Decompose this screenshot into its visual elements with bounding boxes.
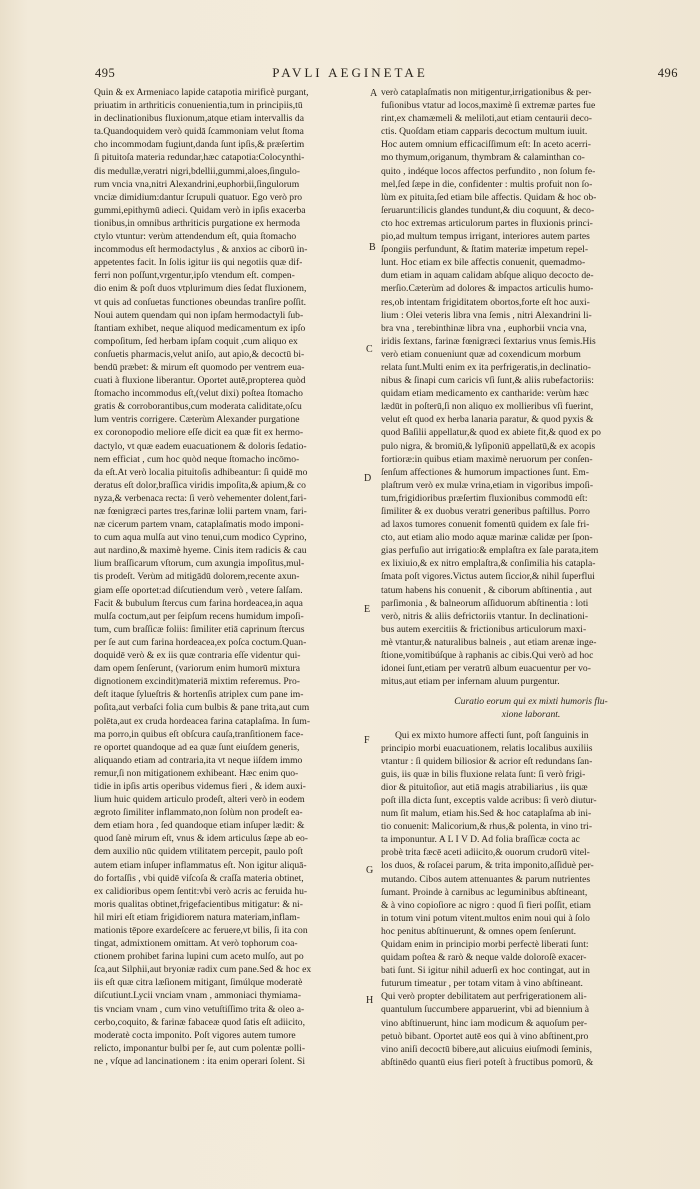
text-line: gias perfuſio aut irrigatio:& emplaſtra ex ſale parata,item — [381, 545, 599, 557]
text-line: quod Baſilii appellatur,& quod ex abiete fit,& quod ex po — [381, 427, 601, 439]
margin-letter: G — [366, 865, 374, 876]
text-line: moris qualitas obtinet,frigefacientibus mitigatur: & ni- — [94, 898, 303, 910]
text-line: gratis & corroborantibus,cum moderata caliditate,oſcu — [94, 401, 302, 413]
text-line: lædūt in poſterū,ſi non aliquo ex mollieribus vſi fuerint, — [381, 401, 594, 413]
text-line: rum vncia vna,nitri Alexandrini,euphorbii,ſingulorum — [94, 178, 300, 190]
text-line: ſpongiis perfundunt, & ſtatim materiæ impetum repel- — [381, 244, 589, 256]
text-line: dignotionem excindit)materiā mixtim referemus. Pro- — [94, 676, 300, 688]
text-line: ctylo vtuntur: verùm attendendum eſt, quia ſtomacho — [94, 231, 297, 243]
text-line: quidam poſtea & rarò & neque valde doloroſè exacer- — [381, 952, 587, 964]
text-line: næ cicerum partem vnam, cataplaſmatis modo imponi- — [94, 519, 304, 531]
text-line: Qui verò propter debilitatem aut perfrigerationem ali- — [381, 991, 587, 1003]
text-line: dam opem ſenſerunt, (variorum enim humorū mixtura — [94, 663, 300, 675]
text-line: mel,ſed ſæpe in die, confidenter : multis profuit non ſo- — [381, 178, 593, 190]
text-line: polēta,aut ex cruda hordeacea farina cataplaſma. In ſum- — [94, 715, 311, 727]
text-line: iridis ſextans, farinæ fœnigræci ſextarius vnus ſemis.His — [381, 335, 596, 347]
text-line: ex coronopodio meliore eſſe dicit ea quæ fit ex hermo- — [94, 427, 304, 439]
text-line: idonei ſunt,etiam per veratrū album euacuentur per vo- — [381, 663, 591, 675]
text-line: incommodus eſt hermodactylus , & anxios ac ciborū in- — [94, 244, 308, 256]
text-line: dum etiam in aquam calidam abſque aliquo decocto de- — [381, 270, 594, 282]
text-line: probè trita fæcē aceti adiicito,& ouorum crudorū vitel- — [381, 847, 590, 859]
text-line: futurum timeatur , per totam vitam à vino abſtineant. — [381, 978, 583, 990]
text-line: pulo nigra, & bromiū,& lyſiponiū appellatū,& ex acopis — [381, 440, 596, 452]
text-line: dior & pituitoſior, aut etiā magis atrabiliarius , iis quæ — [381, 781, 588, 793]
text-line: los duos, & roſacei parum, & trita imponito,aſſiduè per- — [381, 860, 594, 872]
text-line: lunt. Hoc etiam ex bile affectis conuenit, quemadmo- — [381, 257, 586, 269]
left-page-number: 495 — [95, 66, 116, 80]
text-line: relicto, imponantur bulbi per ſe, aut cum polentæ polli- — [94, 1042, 306, 1054]
text-line: ſimiliter & ex duobus veratri generibus paſtillus. Porro — [381, 506, 590, 517]
text-line: hoc penitus abſtinuerunt, & omnes opem ſenſerunt. — [381, 925, 577, 937]
text-line: Quidam enim in principio morbi perfectè liberati ſunt: — [381, 939, 589, 950]
text-line: ſtione,vomitibúſque à raphanis ac cibis.Qui verò ad hoc — [381, 650, 594, 662]
text-line: Facit & bubulum ſtercus cum farina hordeacea,in aqua — [94, 597, 303, 609]
text-line: giam eſſe oportet:ad diſcutiendum verò , vetere ſalſam. — [94, 584, 303, 596]
text-line: dis medullæ,veratri nigri,bdellii,gummi,aloes,ſingulo- — [94, 165, 300, 177]
text-line: mè vtantur,& naturalibus balneis , aut etiam arenæ inge- — [381, 636, 597, 648]
text-line: vtantur : ſi quidem biliosior & acrior eſt redundans ſan- — [381, 755, 593, 767]
text-line: autem etiam inſuper inflammatus eſt. Non igitur aliquā- — [94, 859, 307, 871]
text-line: rint,ex chamæmeli & meliloti,aut etiam centaurii deco- — [381, 113, 592, 125]
text-line: res,ob intentam frigiditatem obortos,forte eſt hoc auxi- — [381, 296, 590, 308]
text-line: verò cataplaſmatis non mitigentur,irrigationibus & per- — [381, 87, 592, 98]
margin-letter: E — [364, 604, 371, 615]
running-title: PAVLI AEGINETAE — [272, 65, 428, 80]
text-line: dem auxilio nūc quidem vtilitatem percepit, paulo poſt — [94, 846, 303, 858]
text-line: deſt itaque ſylueſtris & hortenſis atriplex cum pane im- — [94, 689, 304, 701]
section-heading: Curatio eorum qui ex mixti humoris flu- — [454, 696, 608, 708]
text-line: ex calidioribus opem ſentit:vbi verò acris ac feruida hu- — [94, 885, 308, 897]
text-line: tis vnciam vnam , cum vino vetuſtiſſimo trita & oleo a- — [94, 1003, 305, 1015]
text-line: dem etiam hora , ſed quandoque etiam inſuper lædit: & — [94, 820, 305, 832]
text-line: num ſit malum, etiam his.Sed & hoc cataplaſma ab ini- — [381, 808, 592, 820]
text-line: moderatè cocta imponito. Poſt vigores autem tumore — [94, 1029, 296, 1041]
text-line: nem efficiat , cum hoc quòd neque ſtomacho incōmo- — [94, 453, 300, 465]
text-line: ctionem prohibet farina lupini cum aceto mulſo, aut po — [94, 951, 304, 963]
text-line: ferri non poſſunt,vrgentur,ipſo vtendum eſt. compen- — [94, 270, 295, 282]
text-line: vino aniſi decoctū bibere,aut alicuius eiuſmodi ſeminis, — [381, 1043, 593, 1055]
text-line: dactylo, vt quæ eadem euacuationem & doloris ſedatio- — [94, 440, 307, 452]
text-line: quantulum ſuccumbere apparuerint, vbi ad biennium à — [381, 1004, 590, 1016]
text-line: mitus,aut etiam per infernam aluum purgentur. — [381, 676, 560, 688]
text-line: ne , vſque ad lancinationem : ita enim operari ſolent. Si — [94, 1055, 306, 1067]
text-line: ad laxos tumores conuenit fomentū quidem ex ſale fri- — [381, 519, 590, 531]
text-line: ſenſum affectiones & humorum impactiones ſunt. Em- — [381, 466, 589, 478]
text-line: diſcutiunt.Lycii vnciam vnam , ammoniaci thymiama- — [94, 990, 302, 1002]
text-line: pio,ad multum tempus irrigant, interiores autem partes — [381, 231, 590, 243]
text-line: lum ventris corrigere. Cæterùm Alexander purgatione — [94, 414, 300, 426]
text-line: abſtinēdo quantū eius fieri poteſt à fructibus pomorū, & — [381, 1056, 594, 1068]
text-line: Hoc autem omnium efficaciſſimum eſt: In aceto acerri- — [381, 139, 591, 151]
text-line: principio morbi euacuationem, relatis localibus auxiliis — [381, 742, 593, 754]
text-line: lùm ex pituita,ſed etiam bile affectis. Quidam & hoc ob- — [381, 191, 597, 203]
text-line: plaſtrum verò ex mulæ vrina,etiam in vigoribus impoſi- — [381, 479, 594, 491]
text-line: ſca,aut Silphii,aut bryoniæ radix cum pane.Sed & hoc ex — [94, 964, 312, 976]
text-line: parſimonia , & balneorum aſſiduorum abſtinentia : loti — [381, 597, 589, 609]
text-line: nibus & ſinapi cum caricis vſi ſunt,& aliis rubefactoriis: — [381, 375, 594, 387]
page-header — [0, 66, 700, 88]
text-line: quod ſanè mirum eſt, vnus & idem articulus ſæpe ab eo- — [94, 833, 308, 845]
text-line: tingat, admixtionem omittam. At verò tophorum coa- — [94, 938, 298, 950]
text-line: conſuetis pharmacis,velut aniſo, aut apio,& decoctū bi- — [94, 348, 305, 360]
text-line: ſtomacho incommodus eſt,(velut dixi) poſtea ſtomacho — [94, 388, 303, 400]
text-line: næ fœnigræci partes tres,farinæ lolii partem vnam, fari- — [94, 506, 307, 517]
text-line: aliquando etiam ad contraria,ita vt neque iiſdem immo — [94, 754, 303, 766]
text-line: mationis tēpore exardeſcere ac feruere,vt bilis, ſi ita con — [94, 925, 308, 936]
text-line: ſumant. Proinde à carnibus ac leguminibus abſtineant, — [381, 886, 588, 898]
text-line: poſita,aut verbaſci folia cum bulbis & pane trita,aut cum — [94, 702, 310, 714]
text-line: petuò bibant. Oportet autē eos qui à vino abſtinent,pro — [381, 1030, 589, 1042]
text-line: tum, cum braſſicæ foliis: ſimiliter etiā caprinum ſtercus — [94, 623, 305, 635]
text-line: tio conuenit: Malicorium,& rhus,& polenta, in vino tri- — [381, 821, 593, 833]
text-line: fuſionibus vtatur ad locos,maximè ſi extremæ partes fue — [381, 100, 596, 112]
right-page-number: 496 — [657, 66, 678, 80]
text-line: dio enim & poſt duos vtplurimum dies ſedat fluxionem, — [94, 283, 307, 295]
margin-letter: A — [370, 88, 378, 99]
text-line: ta.Quandoquidem verò quidā ſcammoniam velut ſtoma — [94, 126, 304, 138]
margin-letter: C — [366, 344, 373, 355]
text-line: guis, iis quæ in bilis fluxione relata ſunt: ſi verò frigi- — [381, 768, 586, 780]
text-line: merſio.Cæterùm ad dolores & impactos articulis humo- — [381, 283, 594, 295]
text-line: ma porro,in quibus eſt obſcura cauſa,tranſitionem face- — [94, 728, 304, 740]
text-line: relata ſunt.Multi enim ex ita perfrigeratis,in declinatio- — [381, 361, 591, 373]
text-line: to cum aqua mulſa aut vino tenui,cum modico Cyprino, — [94, 532, 307, 544]
text-line: ctis. Quoſdam etiam capparis decoctum multum iuuit. — [381, 126, 588, 138]
text-line: tidie in ipſis artis operibus videmus fieri , & idem auxi- — [94, 780, 306, 792]
text-line: mulſa coctum,aut per ſeipſum recens humidum impoſi- — [94, 610, 304, 622]
paragraph-gap — [381, 688, 681, 695]
text-line: vnciæ dimidium:dantur ſcrupuli quatuor. Ego verò pro — [94, 191, 303, 203]
text-line: tis prodeſt. Verùm ad mitigādū dolorem,recente axun- — [94, 571, 300, 583]
margin-letter: F — [364, 735, 370, 746]
text-line: re oportet quandoque ad ea quæ ſunt eiuſdem generis, — [94, 741, 300, 753]
text-line: lium : Olei veteris libra vna ſemis , nitri Alexandrini li- — [381, 309, 592, 321]
text-line: vino abſtinuerunt, hinc iam modicum & aquoſum per- — [381, 1017, 588, 1029]
right-text-column — [381, 86, 681, 1069]
text-line: Quin & ex Armeniaco lapide catapotia mirificè purgant, — [94, 87, 309, 98]
text-line: cuati à fluxione liberantur. Oportet autē,propterea quòd — [94, 375, 306, 387]
text-line: nyza,& verbenaca recta: ſi verò vehementer dolent,fari- — [94, 492, 307, 504]
text-line: ta imponuntur. A L I V D. Ad folia braſſicæ cocta ac — [381, 834, 580, 846]
text-line: mo thymum,origanum, thymbram & calaminthan co- — [381, 152, 585, 164]
margin-letter: D — [364, 473, 372, 484]
paragraph-gap — [381, 722, 681, 729]
text-line: ægroto ſimiliter inflammato,non ſolùm non prodeſt ea- — [94, 807, 303, 819]
text-line: mutando. Cibos autem attenuantes & parum nutrientes — [381, 873, 591, 885]
text-line: quito , indéque locos affectos perfundito , non ſolum fe- — [381, 165, 596, 177]
text-line: tatum habens his conuenit , & ciborum abſtinentia , aut — [381, 584, 592, 596]
text-line: lium braſſicarum vſtorum, cum axungia impoſitus,mul- — [94, 558, 305, 570]
text-line: per ſe aut cum farina hordeacea,ex poſca coctum.Quan- — [94, 636, 307, 648]
text-line: aut nardino,& maximè hyeme. Cinis item radicis & cau — [94, 545, 307, 557]
text-line: vt quis ad conſuetas functiones obeundas tranſire poſſit. — [94, 296, 307, 308]
text-line: gummi,epithymū adieci. Quidam verò in ipſis exacerba — [94, 204, 306, 216]
text-line: remur,ſi non mitigationem exhibeant. Hæc enim quo- — [94, 767, 299, 779]
text-line: lium huic quidem articulo prodeſt, alteri verò in eodem — [94, 794, 305, 806]
margin-letter: B — [369, 242, 376, 253]
text-line: ſmata poſt vigores.Victus autem ſiccior,& nihil ſuperflui — [381, 571, 595, 583]
text-line: Noui autem quendam qui non ipſam hermodactyli ſub- — [94, 309, 304, 321]
text-line: & à vino copioſiore ac nigro : quod ſi fieri poſſit, etiam — [381, 899, 591, 911]
text-line: in declinationibus fluxionum,atque etiam intervallis da — [94, 113, 304, 125]
text-line: Qui ex mixto humore affecti ſunt, poſt ſanguinis in — [395, 729, 589, 741]
text-line: quidam etiam medicamento ex cantharide: verùm hæc — [381, 388, 589, 400]
left-text-column — [94, 86, 362, 1068]
text-line: bati ſunt. Si igitur nihil aduerſi ex hoc contingat, aut in — [381, 965, 590, 977]
text-line: priuatim in arthriticis conuenientia,tum in principiis,tū — [94, 100, 303, 112]
text-line: da eſt.At verò localia pituitoſis adhibeantur: ſi quidē mo — [94, 466, 308, 478]
margin-letter: H — [366, 995, 374, 1006]
text-line: doquidē verò & ex iis quæ contraria eſſe videntur qui- — [94, 650, 301, 662]
text-line: fortioræ:in quibus etiam maximè neruorum per conſen- — [381, 453, 593, 465]
text-line: cto hoc extremas articulorum partes in fluxionis princi- — [381, 217, 593, 229]
text-line: ſeruarunt:ilicis glandes tundunt,& diu coquunt, & deco- — [381, 204, 595, 216]
text-line: ſtantiam exhibet, neque aliquod medicamentum ex ipſo — [94, 322, 306, 334]
text-line: verò, nitris & aliis defrictoriis vtantur. In declinationi- — [381, 610, 589, 622]
text-line: velut eſt quod ex herba lanaria paratur, & quod pyxis & — [381, 414, 594, 426]
text-line: appetentes facit. In ſolis igitur iis qui negotiis quæ dif- — [94, 257, 303, 269]
text-line: compoſitum, ſed herbam ipſam coquit ,cum aliquo ex — [94, 335, 298, 347]
text-line: bra vna , terebinthinæ libra vna , euphorbii vncia vna, — [381, 322, 587, 334]
text-line: deratus eſt dolor,braſſica viridis impoſita,& apium,& co — [94, 479, 306, 491]
text-line: poſt illa dicta ſunt, exceptis valde acribus: ſi verò diutur- — [381, 794, 597, 806]
text-line: cerbo,coquito, & farinæ fabaceæ quod ſatis eſt adiicito, — [94, 1016, 305, 1028]
text-line: iis eſt quæ citra læſionem mitigant, ſimúlque moderatè — [94, 977, 303, 989]
text-line: tionibus,in omnibus arthriticis purgatione ex hermoda — [94, 217, 301, 229]
text-line: cho incommodam fugiunt,danda ſunt ipſis,& præſertim — [94, 139, 305, 151]
section-heading: xione laborant. — [501, 709, 561, 721]
text-line: cto, aut etiam alio modo aquæ marinæ calidæ per ſpon- — [381, 532, 593, 544]
text-line: in totum vini potum vitent.multos enim noui qui à ſolo — [381, 912, 590, 924]
text-line: tum,frigidioribus præſertim fluxionibus commodū eſt: — [381, 492, 588, 504]
text-line: bendū præbet: & mirum eſt quomodo per ventrem eua- — [94, 361, 305, 373]
text-line: verò etiam conueniunt quæ ad coxendicum morbum — [381, 348, 581, 360]
text-line: ſi pituitoſa materia redundar,hæc catapotia:Colocynthi- — [94, 152, 305, 164]
text-line: bus autem exercitiis & frictionibus articulorum maxi- — [381, 623, 587, 635]
text-line: hil miri eſt etiam frigidiorem natura materiam,inflam- — [94, 911, 300, 923]
text-line: do fortaſſis , vbi quidē viſcoſa & craſſa materia obtinet, — [94, 872, 304, 884]
text-line: ex lixiuio,& ex nitro emplaſtra,& conſimilia his catapla- — [381, 558, 596, 570]
